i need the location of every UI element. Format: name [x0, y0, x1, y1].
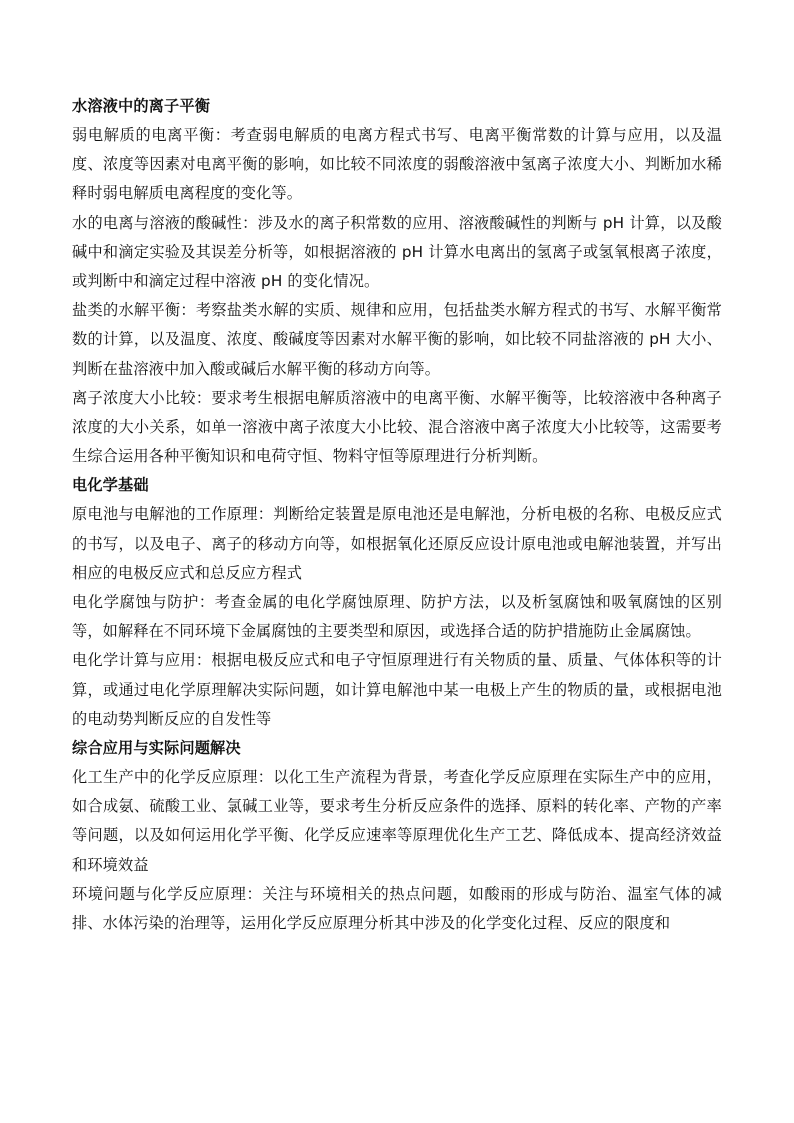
section-electrochemistry	[72, 471, 722, 734]
paragraph: 离子浓度大小比较：要求考生根据电解质溶液中的电离平衡、水解平衡等，比较溶液中各种离子浓度的大小关系，如单一溶液中离子浓度大小比较、混合溶液中离子浓度大小比较等，这需要考生综合运用各种平衡知识和电荷守恒、物料守恒等原理进行分析判断。	[72, 388, 722, 466]
section-heading: 综合应用与实际问题解决	[72, 739, 241, 758]
section-heading: 电化学基础	[72, 476, 149, 495]
paragraph: 电化学计算与应用：根据电极反应式和电子守恒原理进行有关物质的量、质量、气体体积等的计算，或通过电化学原理解决实际问题，如计算电解池中某一电极上产生的物质的量，或根据电池的电动势判断反应的自发性等	[72, 651, 722, 728]
paragraph: 电化学腐蚀与防护：考查金属的电化学腐蚀原理、防护方法，以及析氢腐蚀和吸氧腐蚀的区别等，如解释在不同环境下金属腐蚀的主要类型和原因，或选择合适的防护措施防止金属腐蚀。	[72, 593, 722, 641]
section-applications	[72, 734, 722, 938]
paragraph: 弱电解质的电离平衡：考查弱电解质的电离方程式书写、电离平衡常数的计算与应用，以及温度、浓度等因素对电离平衡的影响，如比较不同浓度的弱酸溶液中氢离子浓度大小、判断加水稀释时弱电解质电离程度的变化等。	[72, 126, 722, 203]
paragraph: 化工生产中的化学反应原理：以化工生产流程为背景，考查化学反应原理在实际生产中的应用，如合成氨、硫酸工业、氯碱工业等，要求考生分析反应条件的选择、原料的转化率、产物的产率等问题，以及如何运用化学平衡、化学反应速率等原理优化生产工艺、降低成本、提高经济效益和环境效益	[72, 768, 722, 874]
paragraph: 环境问题与化学反应原理：关注与环境相关的热点问题，如酸雨的形成与防治、温室气体的减排、水体污染的治理等，运用化学反应原理分析其中涉及的化学变化过程、反应的限度和	[72, 884, 722, 933]
document-page	[72, 92, 722, 938]
paragraph: 盐类的水解平衡：考察盐类水解的实质、规律和应用，包括盐类水解方程式的书写、水解平衡常数的计算，以及温度、浓度、酸碱度等因素对水解平衡的影响，如比较不同盐溶液的 pH 大小、判断在盐溶液中加入酸或碱后水解平衡的移动方向等。	[72, 301, 722, 378]
paragraph: 原电池与电解池的工作原理：判断给定装置是原电池还是电解池，分析电极的名称、电极反应式的书写，以及电子、离子的移动方向等，如根据氧化还原反应设计原电池或电解池装置，并写出相应的电极反应式和总反应方程式	[72, 505, 722, 582]
section-heading: 水溶液中的离子平衡	[72, 97, 211, 115]
paragraph: 水的电离与溶液的酸碱性：涉及水的离子积常数的应用、溶液酸碱性的判断与 pH 计算，以及酸碱中和滴定实验及其误差分析等，如根据溶液的 pH 计算水电离出的氢离子或氢氧根离子浓度，或判断中和滴定过程中溶液 pH 的变化情况。	[72, 213, 722, 291]
section-ionic-equilibrium	[72, 92, 722, 471]
